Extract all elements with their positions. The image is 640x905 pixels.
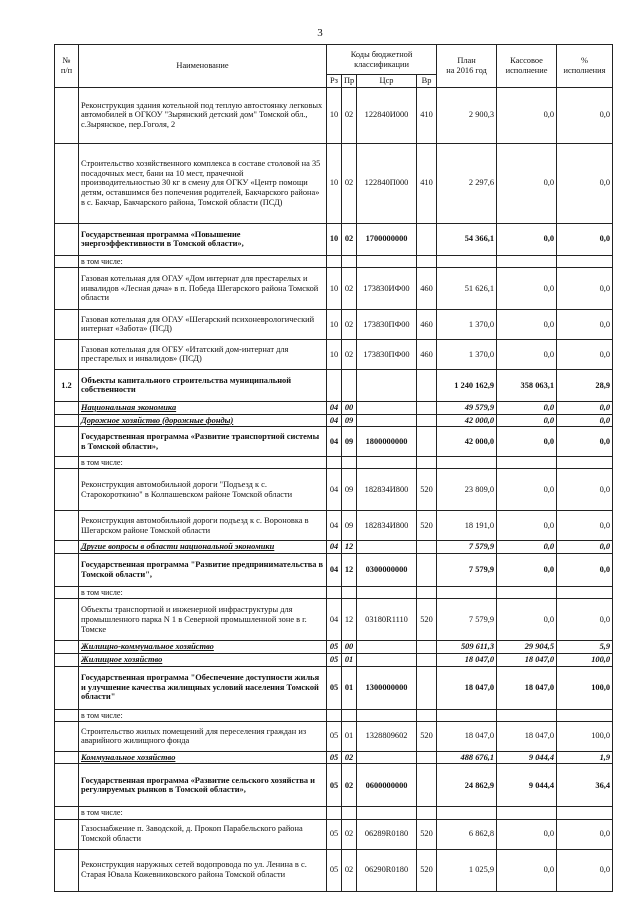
cell-cash: 0,0 — [497, 414, 557, 427]
cell-name: Государственная программа «Развитие транспортной системы в Томской области», — [79, 427, 327, 457]
cell-pr: 02 — [342, 849, 357, 891]
cell-cash — [497, 807, 557, 819]
cell-cash: 0,0 — [497, 849, 557, 891]
cell-vr: 520 — [417, 599, 437, 641]
table-row — [55, 599, 613, 641]
cell-cash: 0,0 — [497, 223, 557, 255]
cell-csr: 122840П000 — [357, 143, 417, 223]
cell-name: Реконструкция наружных сетей водопровода по ул. Ленина в с. Старая Ювала Кожевниковского района Томской области — [79, 849, 327, 891]
table-row — [55, 653, 613, 666]
cell-plan: 51 626,1 — [437, 267, 497, 309]
cell-csr: 03180R1110 — [357, 599, 417, 641]
cell-csr — [357, 709, 417, 721]
cell-cash: 18 047,0 — [497, 721, 557, 751]
cell-vr: 520 — [417, 849, 437, 891]
cell-cash: 0,0 — [497, 511, 557, 541]
cell-plan — [437, 587, 497, 599]
cell-vr — [417, 414, 437, 427]
cell-csr: 1700000000 — [357, 223, 417, 255]
table-row — [55, 267, 613, 309]
cell-vr: 520 — [417, 721, 437, 751]
table-row — [55, 255, 613, 267]
cell-vr — [417, 751, 437, 764]
cell-name: Реконструкция автомобильной дороги "Подъезд к с. Старокороткино" в Колпашевском районе Томской области — [79, 469, 327, 511]
table-row — [55, 541, 613, 554]
cell-pct: 0,0 — [557, 401, 613, 414]
cell-plan — [437, 807, 497, 819]
cell-plan: 42 000,0 — [437, 427, 497, 457]
cell-csr: 122840И000 — [357, 87, 417, 143]
table-row — [55, 807, 613, 819]
table-row — [55, 819, 613, 849]
cell-rz: 10 — [327, 339, 342, 369]
table-row — [55, 554, 613, 587]
cell-csr: 06290R0180 — [357, 849, 417, 891]
cell-pr: 09 — [342, 427, 357, 457]
cell-name: Строительство хозяйственного комплекса в составе столовой на 35 посадочных мест, бани на 10 мест, прачечной производительностью 30 кг в смену для ОГКУ «Центр помощи детям, оставшимся без попечения родителей, Бакчарского района» в с. Бакчар, Бакчарского района, Томской области (ПСД) — [79, 143, 327, 223]
table-row — [55, 641, 613, 654]
cell-num — [55, 223, 79, 255]
cell-pct: 0,0 — [557, 541, 613, 554]
cell-num — [55, 511, 79, 541]
cell-csr — [357, 807, 417, 819]
cell-rz: 04 — [327, 599, 342, 641]
cell-vr — [417, 401, 437, 414]
cell-cash: 9 044,4 — [497, 751, 557, 764]
cell-num — [55, 819, 79, 849]
cell-cash: 18 047,0 — [497, 653, 557, 666]
cell-plan: 49 579,9 — [437, 401, 497, 414]
cell-pct: 0,0 — [557, 414, 613, 427]
cell-num — [55, 457, 79, 469]
cell-num — [55, 666, 79, 709]
cell-pr: 02 — [342, 819, 357, 849]
cell-vr — [417, 369, 437, 401]
cell-cash: 0,0 — [497, 541, 557, 554]
cell-vr — [417, 587, 437, 599]
cell-num — [55, 267, 79, 309]
table-row — [55, 339, 613, 369]
cell-num — [55, 709, 79, 721]
cell-rz — [327, 255, 342, 267]
cell-cash — [497, 587, 557, 599]
table-row — [55, 764, 613, 807]
cell-rz: 05 — [327, 641, 342, 654]
page-number: 3 — [317, 27, 323, 39]
cell-csr — [357, 457, 417, 469]
cell-pct: 0,0 — [557, 339, 613, 369]
cell-vr — [417, 255, 437, 267]
cell-csr — [357, 751, 417, 764]
cell-vr: 410 — [417, 143, 437, 223]
cell-pct: 0,0 — [557, 819, 613, 849]
cell-pct: 0,0 — [557, 309, 613, 339]
cell-name: Строительство жилых помещений для переселения граждан из аварийного жилищного фонда — [79, 721, 327, 751]
cell-csr — [357, 369, 417, 401]
cell-name: Жилищное хозяйство — [79, 653, 327, 666]
cell-name: Реконструкция здания котельной под теплую автостоянку легковых автомобилей в ОГКОУ "Зырянский детский дом" Томской обл., с.Зырянское, пер.Гоголя, 2 — [79, 87, 327, 143]
table-row — [55, 751, 613, 764]
cell-num — [55, 554, 79, 587]
budget-table — [54, 44, 613, 892]
cell-rz: 05 — [327, 764, 342, 807]
cell-csr — [357, 414, 417, 427]
cell-rz: 05 — [327, 653, 342, 666]
cell-pct: 0,0 — [557, 554, 613, 587]
cell-pr: 02 — [342, 309, 357, 339]
cell-cash: 0,0 — [497, 143, 557, 223]
table-row — [55, 401, 613, 414]
cell-num — [55, 255, 79, 267]
cell-rz: 05 — [327, 666, 342, 709]
cell-rz: 10 — [327, 267, 342, 309]
cell-num — [55, 751, 79, 764]
table-row — [55, 414, 613, 427]
cell-csr: 1800000000 — [357, 427, 417, 457]
cell-vr: 520 — [417, 819, 437, 849]
cell-cash: 0,0 — [497, 87, 557, 143]
cell-cash: 0,0 — [497, 339, 557, 369]
cell-num — [55, 807, 79, 819]
cell-vr: 460 — [417, 267, 437, 309]
cell-num — [55, 87, 79, 143]
cell-csr: 1328809602 — [357, 721, 417, 751]
cell-vr — [417, 666, 437, 709]
cell-name: Дорожное хозяйство (дорожные фонды) — [79, 414, 327, 427]
cell-num — [55, 414, 79, 427]
cell-cash: 29 904,5 — [497, 641, 557, 654]
cell-pr — [342, 709, 357, 721]
cell-pr — [342, 255, 357, 267]
cell-vr — [417, 223, 437, 255]
cell-vr: 520 — [417, 511, 437, 541]
cell-rz: 04 — [327, 414, 342, 427]
cell-rz — [327, 457, 342, 469]
table-row — [55, 511, 613, 541]
cell-pr — [342, 587, 357, 599]
cell-cash — [497, 709, 557, 721]
cell-rz: 05 — [327, 721, 342, 751]
cell-pct: 1,9 — [557, 751, 613, 764]
table-row — [55, 87, 613, 143]
header-cash: Кассовое исполнение — [497, 45, 557, 88]
cell-cash: 0,0 — [497, 554, 557, 587]
cell-pct: 28,9 — [557, 369, 613, 401]
cell-cash: 358 063,1 — [497, 369, 557, 401]
header-vr: Вр — [417, 75, 437, 88]
table-row — [55, 457, 613, 469]
cell-pr: 02 — [342, 223, 357, 255]
cell-plan: 1 370,0 — [437, 339, 497, 369]
cell-num: 1.2 — [55, 369, 79, 401]
cell-pct: 0,0 — [557, 427, 613, 457]
cell-num — [55, 469, 79, 511]
cell-name: в том числе: — [79, 457, 327, 469]
cell-plan: 1 240 162,9 — [437, 369, 497, 401]
cell-plan: 42 000,0 — [437, 414, 497, 427]
cell-cash — [497, 457, 557, 469]
cell-name: в том числе: — [79, 709, 327, 721]
cell-csr: 0600000000 — [357, 764, 417, 807]
cell-num — [55, 339, 79, 369]
cell-pr: 02 — [342, 751, 357, 764]
cell-pr — [342, 369, 357, 401]
table-row — [55, 849, 613, 891]
cell-vr — [417, 554, 437, 587]
cell-csr: 173830ПФ00 — [357, 309, 417, 339]
cell-pct: 0,0 — [557, 143, 613, 223]
header-codes: Коды бюджетной классификации — [327, 45, 437, 75]
cell-pr: 02 — [342, 339, 357, 369]
cell-name: Национальная экономика — [79, 401, 327, 414]
cell-csr — [357, 255, 417, 267]
cell-pct: 0,0 — [557, 223, 613, 255]
table-row — [55, 587, 613, 599]
cell-csr: 182834И800 — [357, 469, 417, 511]
cell-rz: 10 — [327, 309, 342, 339]
cell-vr — [417, 457, 437, 469]
cell-name: в том числе: — [79, 255, 327, 267]
cell-csr: 0300000000 — [357, 554, 417, 587]
cell-name: в том числе: — [79, 807, 327, 819]
cell-rz: 10 — [327, 223, 342, 255]
cell-pct: 36,4 — [557, 764, 613, 807]
cell-name: Государственная программа "Развитие предпринимательства в Томской области", — [79, 554, 327, 587]
table-row — [55, 666, 613, 709]
cell-rz: 10 — [327, 87, 342, 143]
cell-csr — [357, 401, 417, 414]
cell-plan: 509 611,3 — [437, 641, 497, 654]
cell-pct: 100,0 — [557, 666, 613, 709]
cell-pr: 09 — [342, 414, 357, 427]
cell-plan: 18 047,0 — [437, 666, 497, 709]
cell-pr: 12 — [342, 554, 357, 587]
cell-vr: 520 — [417, 469, 437, 511]
cell-name: Жилищно-коммунальное хозяйство — [79, 641, 327, 654]
cell-num — [55, 599, 79, 641]
header-rz: Рз — [327, 75, 342, 88]
cell-plan: 1 025,9 — [437, 849, 497, 891]
cell-plan — [437, 709, 497, 721]
cell-pct: 0,0 — [557, 267, 613, 309]
cell-plan: 6 862,8 — [437, 819, 497, 849]
cell-pct — [557, 457, 613, 469]
cell-num — [55, 721, 79, 751]
cell-num — [55, 641, 79, 654]
cell-name: Коммунальное хозяйство — [79, 751, 327, 764]
cell-plan: 2 297,6 — [437, 143, 497, 223]
cell-csr: 173830ПФ00 — [357, 339, 417, 369]
cell-csr — [357, 653, 417, 666]
table-row — [55, 709, 613, 721]
cell-csr — [357, 641, 417, 654]
cell-name: Государственная программа "Обеспечение доступности жилья и улучшение качества жилищных условий населения Томской области" — [79, 666, 327, 709]
cell-num — [55, 849, 79, 891]
table-row — [55, 721, 613, 751]
cell-pr — [342, 457, 357, 469]
cell-rz: 04 — [327, 469, 342, 511]
cell-csr: 182834И800 — [357, 511, 417, 541]
cell-pct: 100,0 — [557, 721, 613, 751]
cell-vr: 410 — [417, 87, 437, 143]
cell-num — [55, 764, 79, 807]
cell-plan: 1 370,0 — [437, 309, 497, 339]
cell-num — [55, 143, 79, 223]
cell-rz — [327, 807, 342, 819]
cell-rz: 05 — [327, 751, 342, 764]
cell-pr: 09 — [342, 469, 357, 511]
cell-plan — [437, 457, 497, 469]
cell-pr: 01 — [342, 666, 357, 709]
cell-vr — [417, 641, 437, 654]
cell-cash: 18 047,0 — [497, 666, 557, 709]
cell-vr — [417, 709, 437, 721]
cell-vr: 460 — [417, 339, 437, 369]
cell-csr — [357, 541, 417, 554]
cell-vr — [417, 807, 437, 819]
cell-cash: 0,0 — [497, 469, 557, 511]
cell-pr: 09 — [342, 511, 357, 541]
cell-pct — [557, 807, 613, 819]
cell-plan: 7 579,9 — [437, 554, 497, 587]
cell-plan: 7 579,9 — [437, 599, 497, 641]
cell-pct: 100,0 — [557, 653, 613, 666]
cell-name: Газоснабжение п. Заводской, д. Прокоп Парабельского района Томской области — [79, 819, 327, 849]
header-pct: % исполнения — [557, 45, 613, 88]
cell-pct — [557, 255, 613, 267]
cell-csr: 1300000000 — [357, 666, 417, 709]
cell-vr — [417, 427, 437, 457]
cell-cash: 0,0 — [497, 267, 557, 309]
cell-pr: 02 — [342, 764, 357, 807]
cell-pct: 5,9 — [557, 641, 613, 654]
cell-name: Объекты капитального строительства муниципальной собственности — [79, 369, 327, 401]
cell-name: Объекты транспортной и инженерной инфраструктуры для промышленного парка N 1 в Северной промышленной зоне в г. Томске — [79, 599, 327, 641]
cell-cash: 0,0 — [497, 427, 557, 457]
table-row — [55, 369, 613, 401]
cell-name: в том числе: — [79, 587, 327, 599]
header-csr: Цср — [357, 75, 417, 88]
cell-pr: 00 — [342, 641, 357, 654]
header-pr: Пр — [342, 75, 357, 88]
cell-vr: 460 — [417, 309, 437, 339]
cell-name: Другие вопросы в области национальной экономики — [79, 541, 327, 554]
cell-plan: 18 191,0 — [437, 511, 497, 541]
cell-plan — [437, 255, 497, 267]
cell-cash: 9 044,4 — [497, 764, 557, 807]
cell-plan: 18 047,0 — [437, 653, 497, 666]
cell-pct: 0,0 — [557, 87, 613, 143]
cell-pr: 02 — [342, 267, 357, 309]
cell-vr — [417, 541, 437, 554]
cell-rz: 04 — [327, 427, 342, 457]
cell-rz: 05 — [327, 849, 342, 891]
table-row — [55, 223, 613, 255]
cell-csr — [357, 587, 417, 599]
cell-rz: 04 — [327, 554, 342, 587]
cell-pct — [557, 587, 613, 599]
cell-pct: 0,0 — [557, 511, 613, 541]
cell-plan: 18 047,0 — [437, 721, 497, 751]
cell-pr: 02 — [342, 143, 357, 223]
cell-plan: 7 579,9 — [437, 541, 497, 554]
cell-pr: 12 — [342, 541, 357, 554]
cell-pr: 01 — [342, 721, 357, 751]
header-plan: План на 2016 год — [437, 45, 497, 88]
cell-rz — [327, 369, 342, 401]
header-num: № п/п — [55, 45, 79, 88]
cell-rz: 04 — [327, 511, 342, 541]
cell-cash — [497, 255, 557, 267]
cell-num — [55, 401, 79, 414]
cell-rz: 04 — [327, 401, 342, 414]
cell-csr: 173830ИФ00 — [357, 267, 417, 309]
header-name: Наименование — [79, 45, 327, 88]
cell-csr: 06289R0180 — [357, 819, 417, 849]
cell-name: Государственная программа «Повышение энергоэффективности в Томской области», — [79, 223, 327, 255]
table-row — [55, 309, 613, 339]
cell-cash: 0,0 — [497, 401, 557, 414]
cell-vr — [417, 764, 437, 807]
cell-pct: 0,0 — [557, 599, 613, 641]
cell-rz — [327, 587, 342, 599]
cell-num — [55, 309, 79, 339]
cell-plan: 23 809,0 — [437, 469, 497, 511]
cell-pr: 01 — [342, 653, 357, 666]
cell-name: Газовая котельная для ОГАУ «Шегарский психоневрологический интернат «Забота» (ПСД) — [79, 309, 327, 339]
cell-rz: 04 — [327, 541, 342, 554]
cell-num — [55, 427, 79, 457]
cell-name: Газовая котельная для ОГБУ «Итатский дом-интернат для престарелых и инвалидов» (ПСД) — [79, 339, 327, 369]
cell-name: Газовая котельная для ОГАУ «Дом интернат для престарелых и инвалидов «Лесная дача» в п. Победа Шегарского района Томской области — [79, 267, 327, 309]
cell-cash: 0,0 — [497, 599, 557, 641]
cell-pct: 0,0 — [557, 469, 613, 511]
cell-rz: 10 — [327, 143, 342, 223]
cell-pr: 00 — [342, 401, 357, 414]
cell-pr: 02 — [342, 87, 357, 143]
cell-name: Государственная программа «Развитие сельского хозяйства и регулируемых рынков в Томской области», — [79, 764, 327, 807]
cell-name: Реконструкция автомобильной дороги подъезд к с. Вороновка в Шегарском районе Томской области — [79, 511, 327, 541]
table-row — [55, 427, 613, 457]
cell-rz — [327, 709, 342, 721]
cell-pct — [557, 709, 613, 721]
cell-cash: 0,0 — [497, 819, 557, 849]
cell-pct: 0,0 — [557, 849, 613, 891]
cell-num — [55, 541, 79, 554]
cell-plan: 54 366,1 — [437, 223, 497, 255]
cell-num — [55, 587, 79, 599]
cell-num — [55, 653, 79, 666]
table-row — [55, 469, 613, 511]
table-row — [55, 143, 613, 223]
cell-plan: 24 862,9 — [437, 764, 497, 807]
cell-plan: 2 900,3 — [437, 87, 497, 143]
cell-rz: 05 — [327, 819, 342, 849]
cell-pr: 12 — [342, 599, 357, 641]
cell-plan: 488 676,1 — [437, 751, 497, 764]
cell-vr — [417, 653, 437, 666]
cell-cash: 0,0 — [497, 309, 557, 339]
cell-pr — [342, 807, 357, 819]
